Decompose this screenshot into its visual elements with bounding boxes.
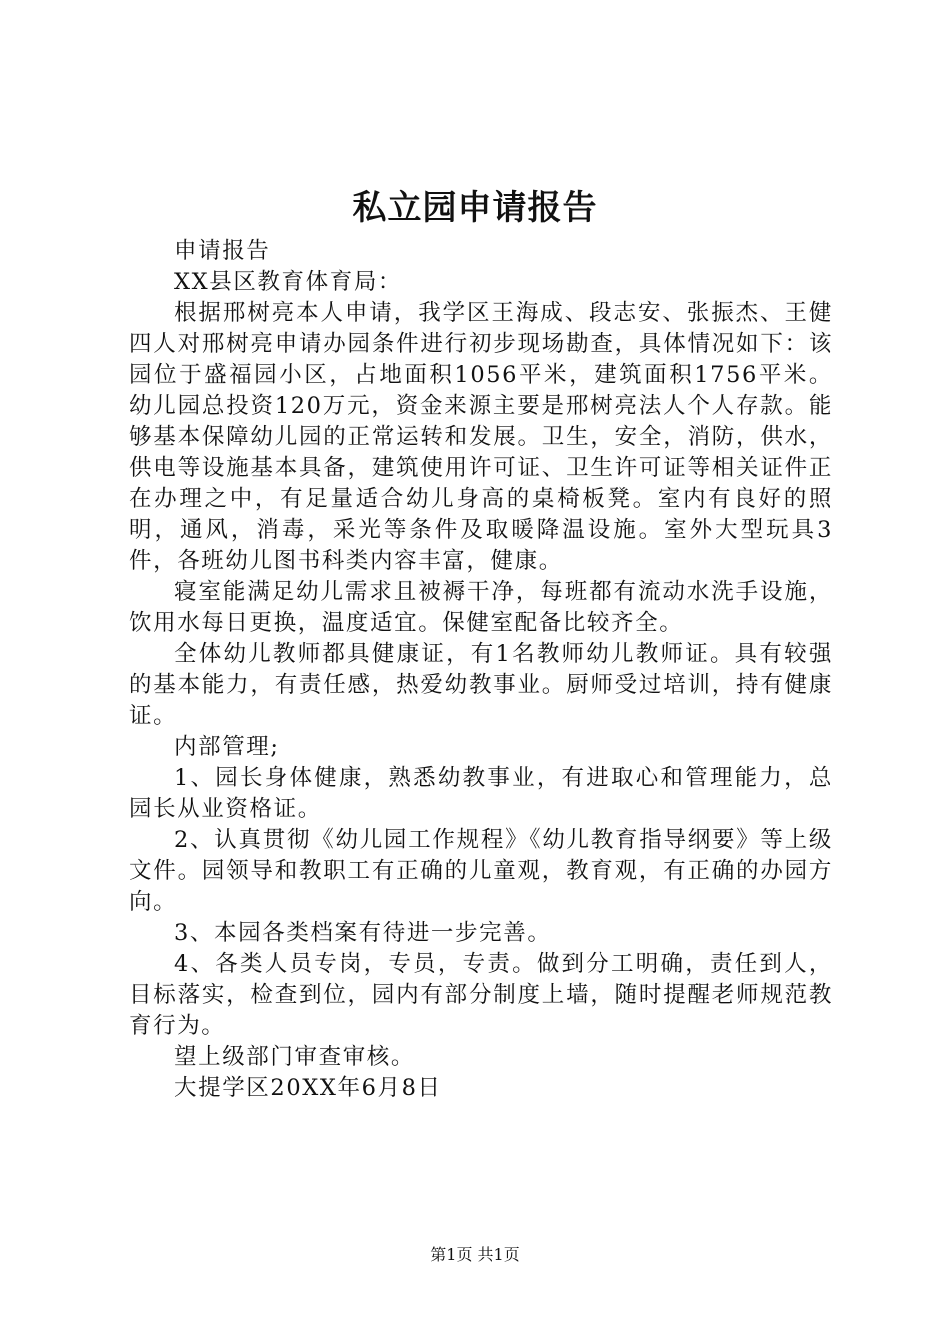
section-heading-internal-management: 内部管理; [174, 734, 280, 760]
document-title: 私立园申请报告 [352, 188, 598, 228]
body-paragraph-dormitory: 寝室能满足幼儿需求且被褥干净，每班都有流动水洗手设施，饮用水每日更换，温度适宜。保健室配备比较齐全。 [129, 579, 833, 636]
body-paragraph-teachers: 全体幼儿教师都具健康证，有1名教师幼儿教师证。具有较强的基本能力，有责任感，热爱幼教事业。厨师受过培训，持有健康证。 [129, 641, 833, 729]
document-body [129, 236, 833, 1104]
list-item-4: 4、各类人员专岗，专员，专责。做到分工明确，责任到人，目标落实，检查到位，园内有部分制度上墙，随时提醒老师规范教育行为。 [129, 951, 833, 1039]
closing-paragraph: 望上级部门审查审核。 [174, 1044, 416, 1070]
list-item-3: 3、本园各类档案有待进一步完善。 [174, 920, 552, 946]
list-item-2: 2、认真贯彻《幼儿园工作规程》《幼儿教育指导纲要》等上级文件。园领导和教职工有正确的儿童观，教育观，有正确的办园方向。 [129, 827, 833, 915]
list-item-1: 1、园长身体健康，熟悉幼教事业，有进取心和管理能力，总园长从业资格证。 [129, 765, 833, 822]
heading-paragraph: 申请报告 [174, 238, 271, 264]
addressee-paragraph: XX县区教育体育局： [174, 269, 403, 295]
body-paragraph-situation: 根据邢树亮本人申请，我学区王海成、段志安、张振杰、王健四人对邢树亮申请办园条件进行初步现场勘查，具体情况如下：该园位于盛福园小区，占地面积1056平米，建筑面积1756平米。幼儿园总投资120万元，资金来源主要是邢树亮法人个人存款。能够基本保障幼儿园的正常运转和发展。卫生，安全，消防，供水，供电等设施基本具备，建筑使用许可证、卫生许可证等相关证件正在办理之中，有足量适合幼儿身高的桌椅板凳。室内有良好的照明，通风，消毒，采光等条件及取暖降温设施。室外大型玩具3件，各班幼儿图书科类内容丰富，健康。 [129, 300, 833, 574]
page-footer: 第1页 共1页 [430, 1245, 520, 1264]
signature-date: 大提学区20XX年6月8日 [174, 1075, 442, 1101]
